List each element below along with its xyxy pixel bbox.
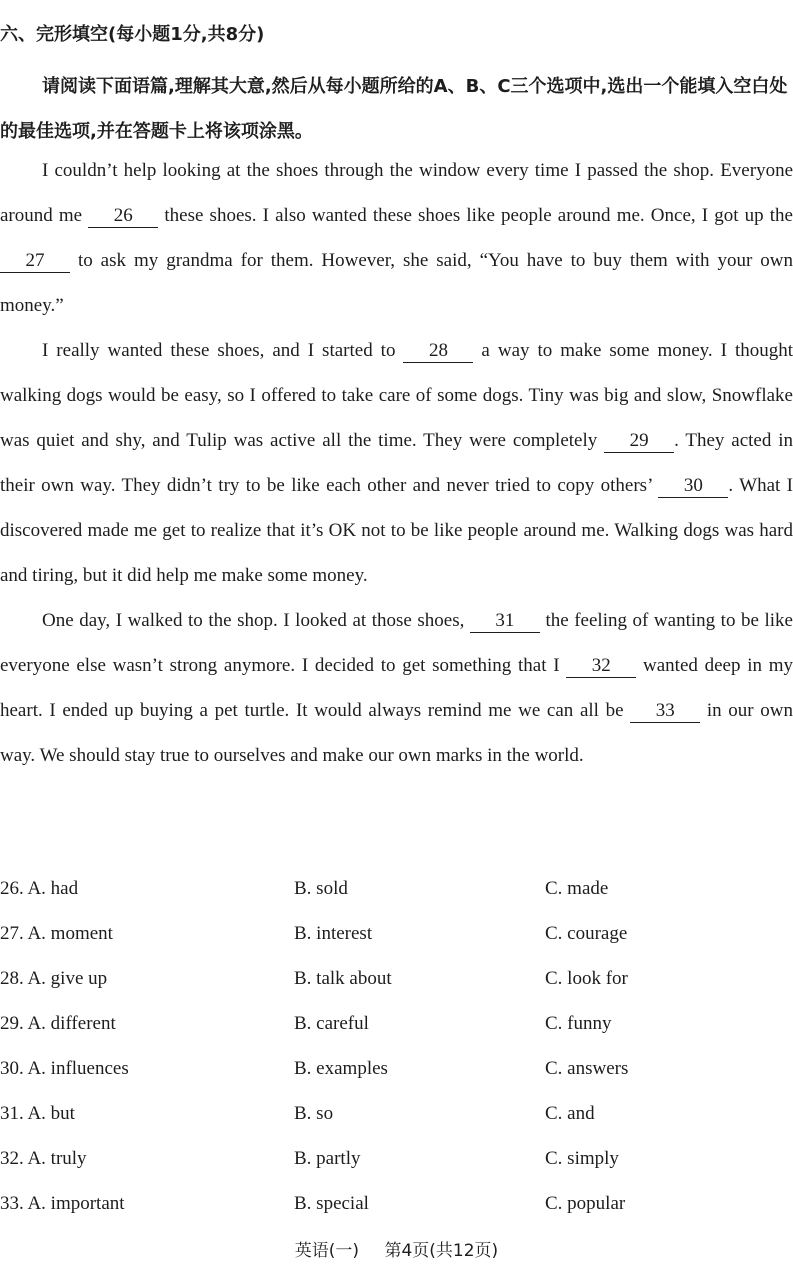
footer-subject: 英语(一) <box>294 1241 360 1261</box>
passage-paragraph-3 <box>0 598 793 778</box>
page-footer <box>0 1236 793 1261</box>
option-c: C. courage <box>545 923 628 944</box>
passage-text: these shoes. I also wanted these shoes like people around me. Once, I got up the <box>158 205 793 226</box>
passage-text: in our own way. We should stay true to ourselves and make our own marks in the world. <box>0 700 793 766</box>
passage-text: a way to make some money. I thought walking dogs would be easy, so I offered to take care of some dogs. Tiny was big and slow, Snowflake was quiet and shy, and Tulip was active all the time. They were completely <box>0 340 793 451</box>
blank-26: 26 <box>88 205 158 228</box>
passage-paragraph-2 <box>0 328 793 598</box>
option-a: 32. A. truly <box>0 1148 87 1169</box>
question-row <box>0 1181 793 1226</box>
option-b: B. talk about <box>294 968 392 989</box>
question-row <box>0 911 793 956</box>
option-b: B. special <box>294 1193 369 1214</box>
option-b: B. so <box>294 1103 334 1124</box>
option-c: C. and <box>545 1103 595 1124</box>
blank-30: 30 <box>658 475 728 498</box>
option-c: C. answers <box>545 1058 629 1079</box>
option-a: 28. A. give up <box>0 968 108 989</box>
option-c: C. popular <box>545 1193 626 1214</box>
option-c: C. funny <box>545 1013 612 1034</box>
question-row <box>0 1001 793 1046</box>
option-b: B. sold <box>294 878 348 899</box>
option-b: B. examples <box>294 1058 388 1079</box>
passage-paragraph-1 <box>0 148 793 328</box>
question-row <box>0 1136 793 1181</box>
option-a: 29. A. different <box>0 1013 116 1034</box>
question-row <box>0 1046 793 1091</box>
passage-text: . They acted in their own way. They didn’t try to be like each other and never tried to copy others’ <box>0 430 793 496</box>
passage-text: wanted deep in my heart. I ended up buying a pet turtle. It would always remind me we can all be <box>0 655 793 721</box>
question-row <box>0 956 793 1001</box>
option-a: 27. A. moment <box>0 923 113 944</box>
option-a: 30. A. influences <box>0 1058 129 1079</box>
question-row <box>0 1091 793 1136</box>
option-b: B. partly <box>294 1148 361 1169</box>
blank-27: 27 <box>0 250 70 273</box>
blank-28: 28 <box>403 340 473 363</box>
cloze-passage <box>0 148 793 778</box>
blank-33: 33 <box>630 700 700 723</box>
passage-text: to ask my grandma for them. However, she said, “You have to buy them with your own money.” <box>0 250 793 316</box>
passage-text: I really wanted these shoes, and I started to <box>42 340 404 361</box>
option-a: 33. A. important <box>0 1193 125 1214</box>
option-a: 26. A. had <box>0 878 79 899</box>
question-row <box>0 866 793 911</box>
blank-32: 32 <box>566 655 636 678</box>
passage-text: the feeling of wanting to be like everyone else wasn’t strong anymore. I decided to get something that I <box>0 610 793 676</box>
option-c: C. look for <box>545 968 628 989</box>
section-title: 六、完形填空(每小题1分,共8分) <box>0 24 265 45</box>
passage-text: I couldn’t help looking at the shoes through the window every time I passed the shop. Everyone around me <box>0 160 793 226</box>
option-c: C. simply <box>545 1148 619 1169</box>
blank-29: 29 <box>604 430 674 453</box>
option-c: C. made <box>545 878 609 899</box>
section-instruction: 请阅读下面语篇,理解其大意,然后从每小题所给的A、B、C三个选项中,选出一个能填入空白处的最佳选项,并在答题卡上将该项涂黑。 <box>0 76 788 142</box>
passage-text: One day, I walked to the shop. I looked at those shoes, <box>42 610 470 631</box>
option-a: 31. A. but <box>0 1103 75 1124</box>
option-b: B. careful <box>294 1013 369 1034</box>
footer-page-number: 第4页(共12页) <box>384 1241 499 1261</box>
option-b: B. interest <box>294 923 373 944</box>
blank-31: 31 <box>470 610 540 633</box>
answer-options <box>0 866 793 1226</box>
passage-text: . What I discovered made me get to realize that it’s OK not to be like people around me. Walking dogs was hard and tiring, but it did help me make some money. <box>0 475 793 586</box>
